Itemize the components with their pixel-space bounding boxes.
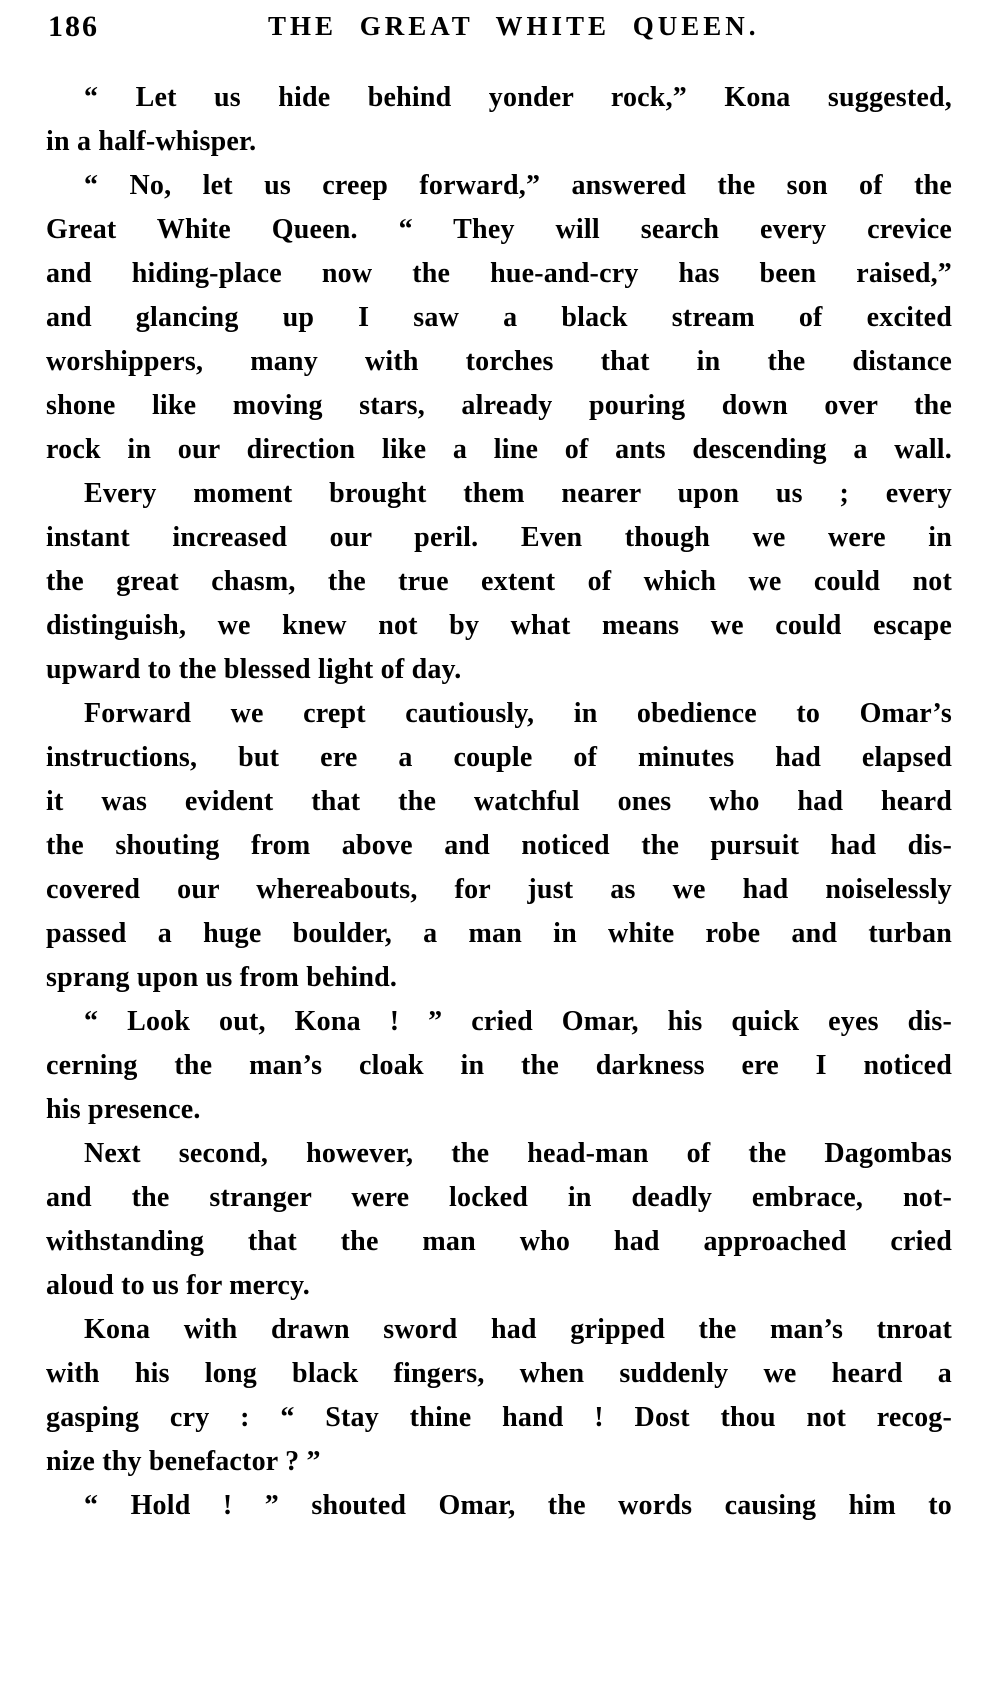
text-line: passed a huge boulder, a man in white robe and turban xyxy=(46,918,952,949)
page-body xyxy=(46,76,952,1528)
text-line: Next second, however, the head-man of the Dagombas xyxy=(84,1138,952,1169)
paragraph xyxy=(46,472,952,692)
text-line: upward to the blessed light of day. xyxy=(46,654,462,685)
text-line: cerning the man’s cloak in the darkness ere I noticed xyxy=(46,1050,952,1081)
text-line: and glancing up I saw a black stream of excited xyxy=(46,302,952,333)
text-line: Great White Queen. “ They will search every crevice xyxy=(46,214,952,245)
paragraph xyxy=(46,692,952,1000)
text-line: and hiding-place now the hue-and-cry has been raised,” xyxy=(46,258,952,289)
running-title: THE GREAT WHITE QUEEN. xyxy=(267,11,760,41)
text-line: Every moment brought them nearer upon us ; every xyxy=(84,478,952,509)
text-line: and the stranger were locked in deadly embrace, not- xyxy=(46,1182,952,1213)
text-line: Kona with drawn sword had gripped the man’s tnroat xyxy=(84,1314,952,1345)
text-line: shone like moving stars, already pouring down over the xyxy=(46,390,952,421)
page-header xyxy=(46,10,952,54)
text-line: rock in our direction like a line of ants descending a wall. xyxy=(46,434,952,465)
text-line: “ No, let us creep forward,” answered the son of the xyxy=(84,170,952,201)
text-line: aloud to us for mercy. xyxy=(46,1270,310,1301)
paragraph xyxy=(46,76,952,164)
text-line: the shouting from above and noticed the pursuit had dis- xyxy=(46,830,952,861)
text-line: it was evident that the watchful ones who had heard xyxy=(46,786,952,817)
text-line: “ Look out, Kona ! ” cried Omar, his quick eyes dis- xyxy=(84,1006,952,1037)
text-line: with his long black fingers, when suddenly we heard a xyxy=(46,1358,952,1389)
text-line: worshippers, many with torches that in the distance xyxy=(46,346,952,377)
text-line: distinguish, we knew not by what means we could escape xyxy=(46,610,952,641)
text-line: “ Let us hide behind yonder rock,” Kona suggested, xyxy=(84,82,952,113)
text-line: the great chasm, the true extent of which we could not xyxy=(46,566,952,597)
text-line: withstanding that the man who had approached cried xyxy=(46,1226,952,1257)
paragraph xyxy=(46,1132,952,1308)
text-line: “ Hold ! ” shouted Omar, the words causing him to xyxy=(84,1490,952,1521)
paragraph xyxy=(46,164,952,472)
text-line: his presence. xyxy=(46,1094,201,1125)
paragraph xyxy=(46,1000,952,1132)
text-line: covered our whereabouts, for just as we had noiselessly xyxy=(46,874,952,905)
paragraph xyxy=(46,1308,952,1484)
paragraph xyxy=(46,1484,952,1528)
text-line: gasping cry : “ Stay thine hand ! Dost thou not recog- xyxy=(46,1402,952,1433)
text-line: Forward we crept cautiously, in obedience to Omar’s xyxy=(84,698,952,729)
text-line: nize thy benefactor ? ” xyxy=(46,1446,321,1477)
text-line: in a half-whisper. xyxy=(46,126,257,157)
text-line: sprang upon us from behind. xyxy=(46,962,398,993)
text-line: instructions, but ere a couple of minutes had elapsed xyxy=(46,742,952,773)
page-number: 186 xyxy=(48,10,99,43)
text-line: instant increased our peril. Even though we were in xyxy=(46,522,952,553)
